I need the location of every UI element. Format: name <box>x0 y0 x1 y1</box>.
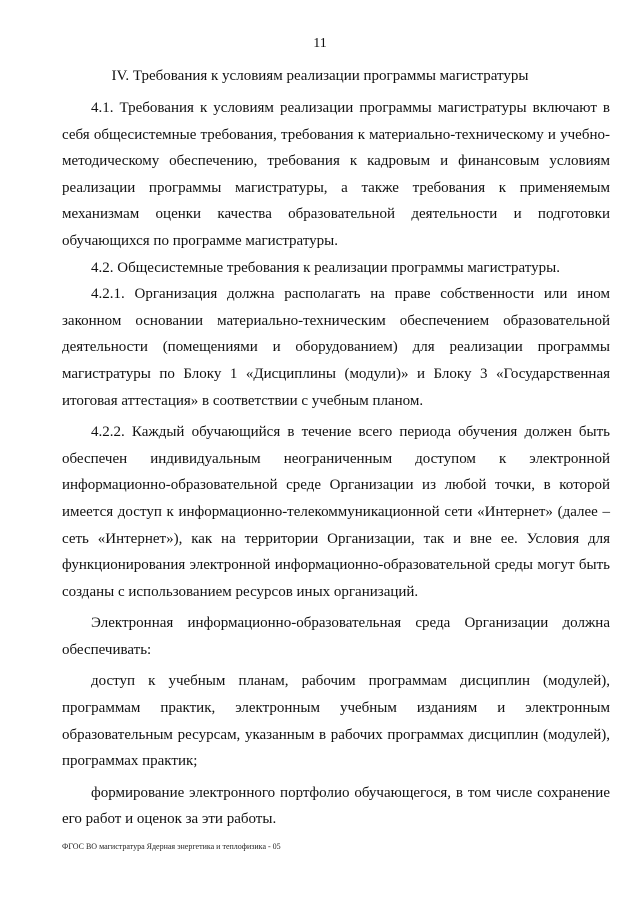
paragraph-4-1: 4.1. Требования к условиям реализации программы магистратуры включают в себя общесистемные требования, требования к материально-техническому и учебно-методическому обеспечению, требования к кадровым и финансовым условиям реализации программы магистратуры, а также требования к применяемым механизмам оценки качества образовательной деятельности и подготовки обучающихся по программе магистратуры. <box>62 100 610 249</box>
paragraph-4-2-2: 4.2.2. Каждый обучающийся в течение всего периода обучения должен быть обеспечен индивидуальным неограниченным доступом к электронной информационно-образовательной среде Организации из любой точки, в которой имеется доступ к информационно-телекоммуникационной сети «Интернет» (далее – сеть «Интернет»), как на территории Организации, так и вне ее. Условия для функционирования электронной информационно-образовательной среды могут быть созданы с использованием ресурсов иных организаций. <box>62 424 610 600</box>
document-body <box>62 95 610 833</box>
section-title: IV. Требования к условиям реализации программы магистратуры <box>111 68 529 84</box>
paragraph-eios-portfolio: формирование электронного портфолио обучающегося, в том числе сохранение его работ и оценок за эти работы. <box>62 784 610 828</box>
paragraph-4-2: 4.2. Общесистемные требования к реализации программы магистратуры. <box>91 259 560 276</box>
paragraph-eios-intro: Электронная информационно-образовательная среда Организации должна обеспечивать: <box>62 615 610 658</box>
paragraph-eios-access: доступ к учебным планам, рабочим программам дисциплин (модулей), программам практик, электронным учебным изданиям и электронным образовательным ресурсам, указанным в рабочих программах дисциплин (модулей), программах практик; <box>62 673 610 770</box>
paragraph-4-2-1: 4.2.1. Организация должна располагать на праве собственности или ином законном основании материально-техническим обеспечением образовательной деятельности (помещениями и оборудованием) для реализации программы магистратуры по Блоку 1 «Дисциплины (модули)» и Блоку 3 «Государственная итоговая аттестация» в соответствии с учебным планом. <box>62 286 610 409</box>
page-number: 11 <box>313 36 327 51</box>
page-footer: ФГОС ВО магистратура Ядерная энергетика и теплофизика - 05 <box>62 842 281 851</box>
